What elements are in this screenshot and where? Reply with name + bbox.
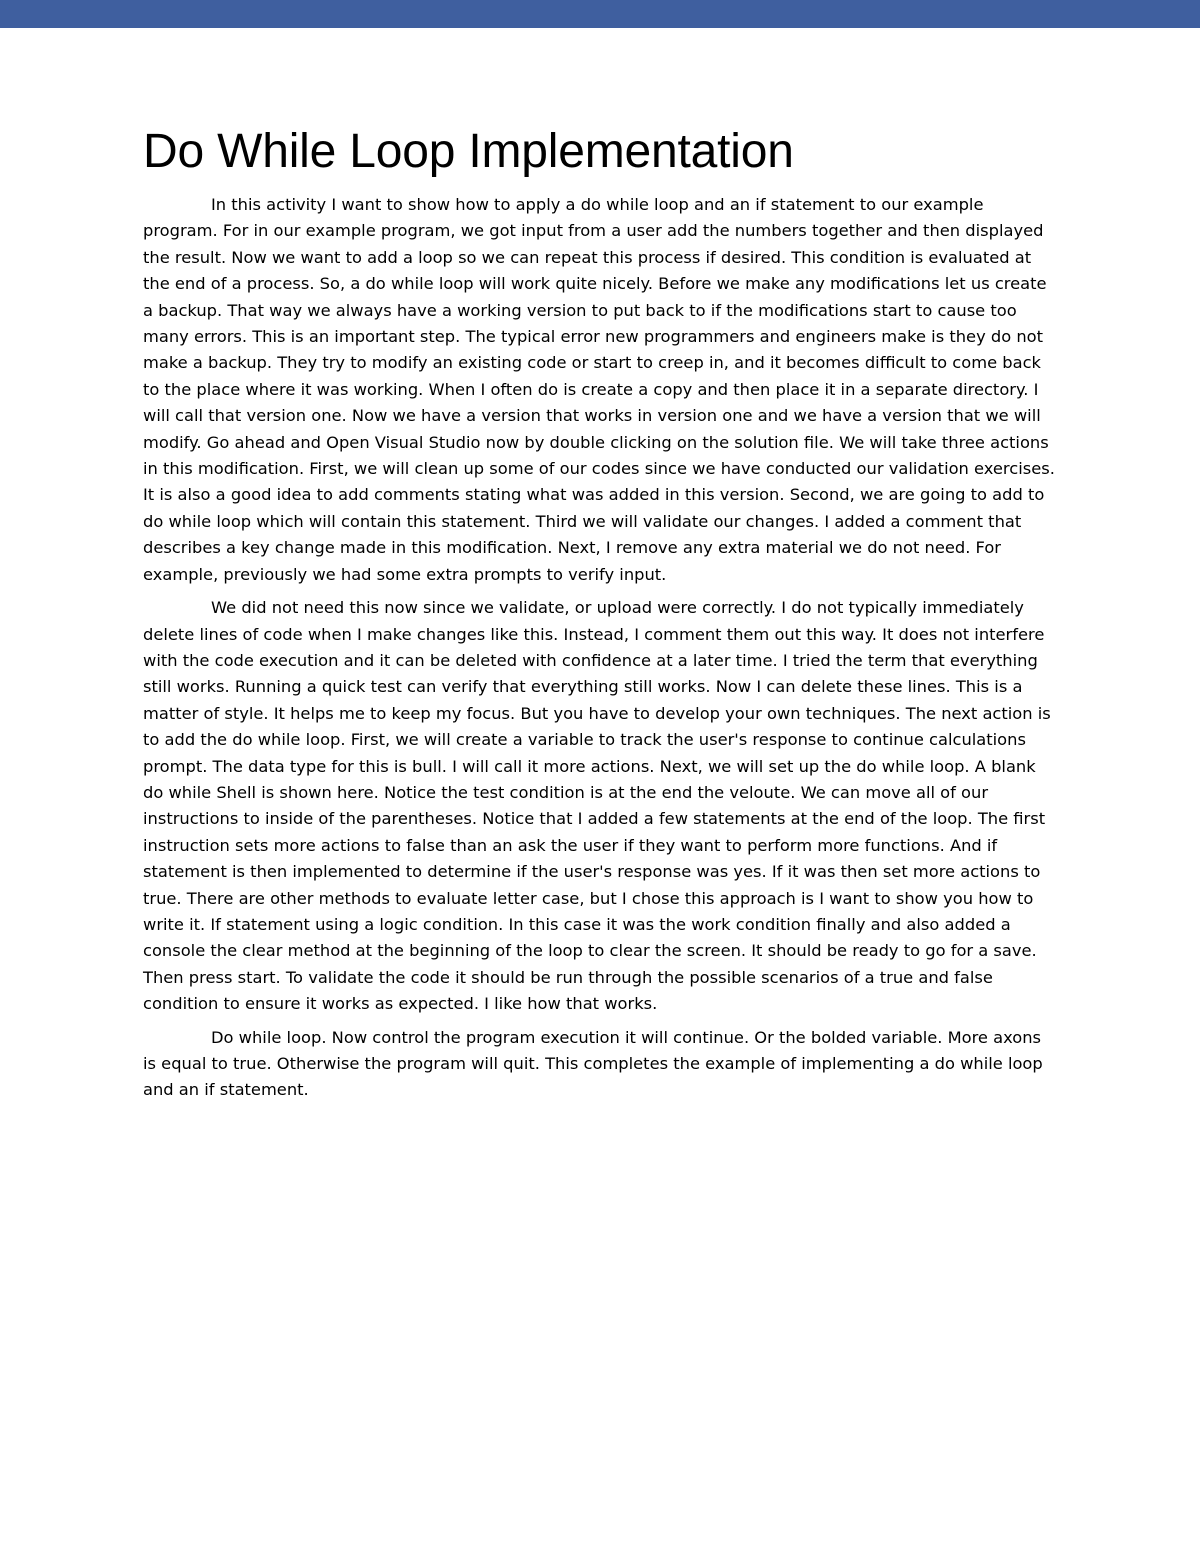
paragraph-1: In this activity I want to show how to apply a do while loop and an if statement to our example program. For in our example program, we got input from a user add the numbers together and then displayed the result. Now we want to add a loop so we can repeat this process if desired. This condition is evaluated at the end of a process. So, a do while loop will work quite nicely. Before we make any modifications let us create a backup. That way we always have a working version to put back to if the modifications start to cause too many errors. This is an important step. The typical error new programmers and engineers make is they do not make a backup. They try to modify an existing code or start to creep in, and it becomes difficult to come back to the place where it was working. When I often do is create a copy and then place it in a separate directory. I will call that version one. Now we have a version that works in version one and we have a version that we will modify. Go ahead and Open Visual Studio now by double clicking on the solution file. We will take three actions in this modification. First, we will clean up some of our codes since we have conducted our validation exercises. It is also a good idea to add comments stating what was added in this version. Second, we are going to add to do while loop which will contain this statement. Third we will validate our changes. I added a comment that describes a key change made in this modification. Next, I remove any extra material we do not need. For example, previously we had some extra prompts to verify input. [143,195,1055,584]
document-body [143,122,1057,1111]
paragraph-3: Do while loop. Now control the program execution it will continue. Or the bolded variable. More axons is equal to true. Otherwise the program will quit. This completes the example of implementing a do while loop and an if statement. [143,1027,1043,1100]
page-title: Do While Loop Implementation [143,125,794,178]
paragraph-2: We did not need this now since we validate, or upload were correctly. I do not typically immediately delete lines of code when I make changes like this. Instead, I comment them out this way. It does not interfere with the code execution and it can be deleted with confidence at a later time. I tried the term that everything still works. Running a quick test can verify that everything still works. Now I can delete these lines. This is a matter of style. It helps me to keep my focus. But you have to develop your own techniques. The next action is to add the do while loop. First, we will create a variable to track the user's response to continue calculations prompt. The data type for this is bull. I will call it more actions. Next, we will set up the do while loop. A blank do while Shell is shown here. Notice the test condition is at the end the veloute. We can move all of our instructions to inside of the parentheses. Notice that I added a few statements at the end of the loop. The first instruction sets more actions to false than an ask the user if they want to perform more functions. And if statement is then implemented to determine if the user's response was yes. If it was then set more actions to true. There are other methods to evaluate letter case, but I chose this approach is I want to show you how to write it. If statement using a logic condition. In this case it was the work condition finally and also added a console the clear method at the beginning of the loop to clear the screen. It should be ready to go for a save. Then press start. To validate the code it should be run through the possible scenarios of a true and false condition to ensure it works as expected. I like how that works. [143,598,1051,1014]
header-bar [0,0,1200,28]
